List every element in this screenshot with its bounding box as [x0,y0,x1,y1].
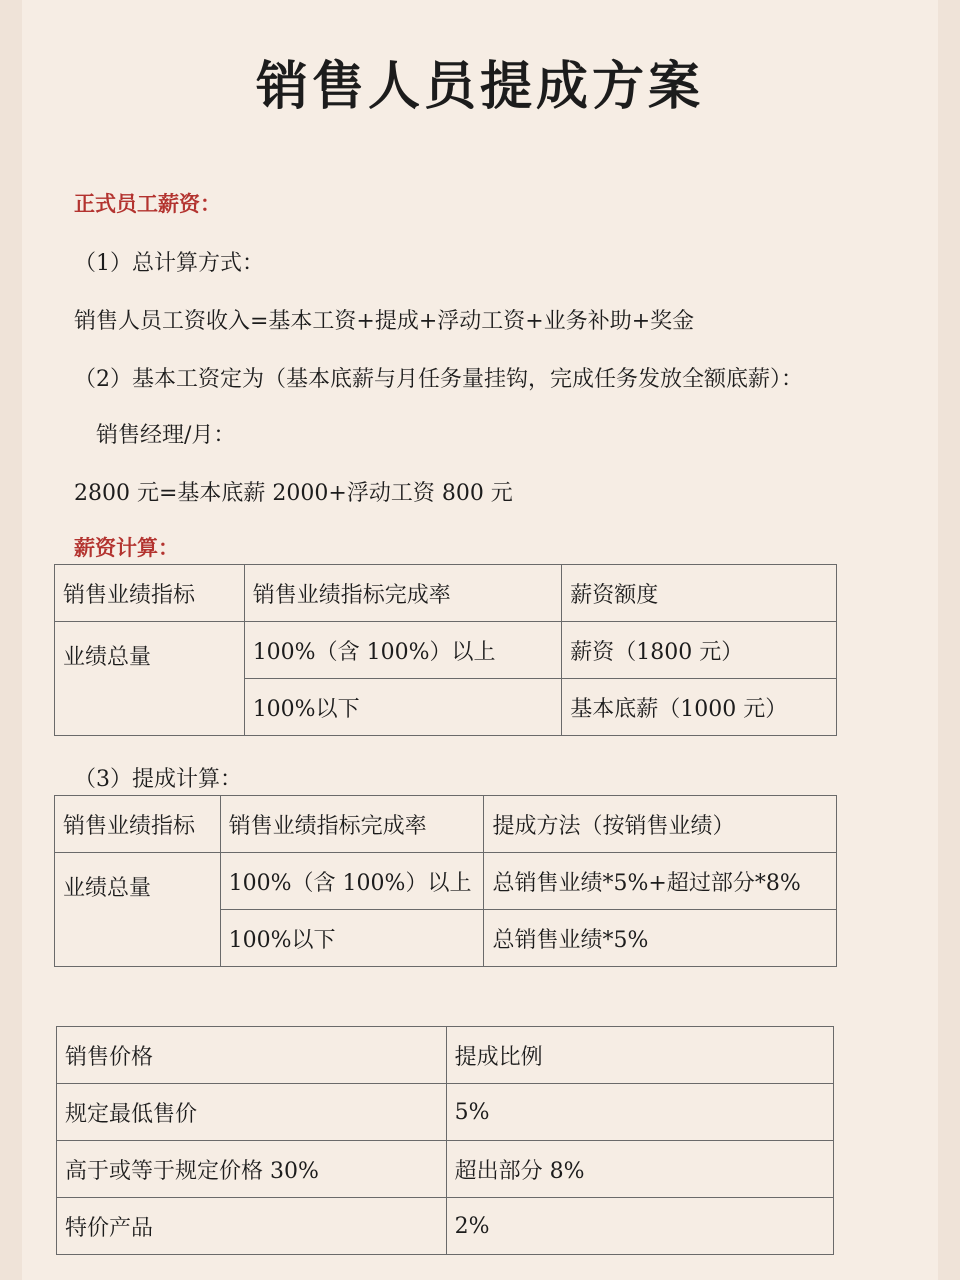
section-heading-salary-calc: 薪资计算： [74,535,179,560]
item1-heading: （1）总计算方式： [74,251,264,276]
table-cell: 100%（含 100%）以上 [220,853,484,910]
table-cell: 薪资（1800 元） [562,622,837,679]
section-heading-regular-salary: 正式员工薪资： [74,191,221,216]
table-cell: 特价产品 [57,1198,447,1255]
table-cell: 基本底薪（1000 元） [562,679,837,736]
table-header-row [57,1027,834,1084]
table-cell-metric: 业绩总量 [55,622,245,736]
price-commission-table [56,1026,834,1255]
table-header-cell: 提成比例 [446,1027,833,1084]
commission-table [54,795,837,967]
item3-heading: （3）提成计算： [74,767,242,792]
table-row [57,1141,834,1198]
table-row [57,1198,834,1255]
item2-heading: （2）基本工资定为（基本底薪与月任务量挂钩，完成任务发放全额底薪）： [74,367,803,392]
table-cell: 高于或等于规定价格 30% [57,1141,447,1198]
table-header-cell: 销售业绩指标完成率 [244,565,562,622]
table-cell: 总销售业绩*5% [484,910,837,967]
table-row [55,853,837,910]
table-header-row [55,796,837,853]
table-row [57,1084,834,1141]
table-cell: 总销售业绩*5%+超过部分*8% [484,853,837,910]
table-header-cell: 销售业绩指标完成率 [220,796,484,853]
table-header-cell: 薪资额度 [562,565,837,622]
document-title: 销售人员提成方案 [255,57,704,117]
table-cell: 100%（含 100%）以上 [244,622,562,679]
table-cell-metric: 业绩总量 [55,853,221,967]
page-margin-right [938,0,960,1280]
manager-label: 销售经理/月： [96,423,236,448]
table-header-row [55,565,837,622]
salary-table [54,564,837,736]
salary-formula: 销售人员工资收入=基本工资+提成+浮动工资+业务补助+奖金 [74,309,695,334]
table-cell: 规定最低售价 [57,1084,447,1141]
table-header-cell: 销售业绩指标 [55,565,245,622]
page-margin-left [0,0,22,1280]
manager-salary: 2800 元=基本底薪 2000+浮动工资 800 元 [74,481,513,506]
table-row [55,622,837,679]
table-cell: 100%以下 [220,910,484,967]
table-cell: 超出部分 8% [446,1141,833,1198]
table-header-cell: 销售价格 [57,1027,447,1084]
table-cell: 2% [446,1198,833,1255]
table-cell: 100%以下 [244,679,562,736]
table-cell: 5% [446,1084,833,1141]
table-header-cell: 销售业绩指标 [55,796,221,853]
table-header-cell: 提成方法（按销售业绩） [484,796,837,853]
